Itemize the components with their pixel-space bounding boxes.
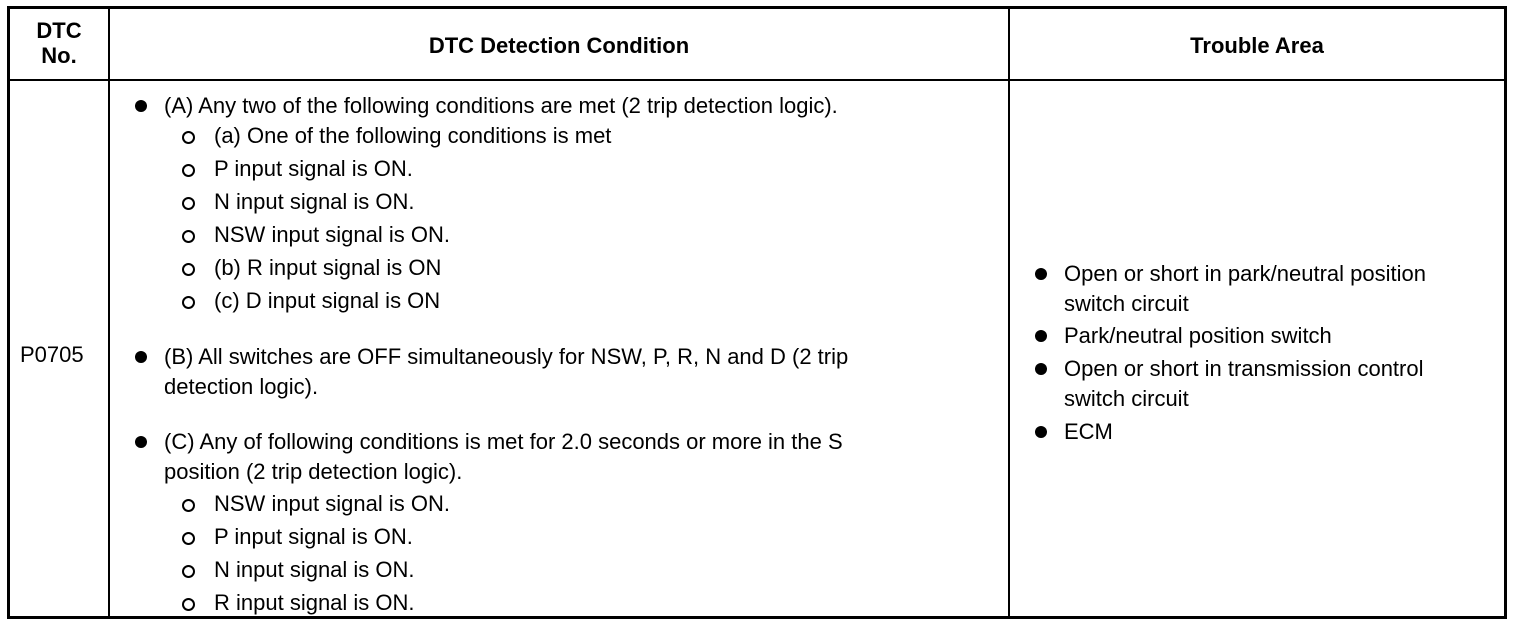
- bullet-icon: [135, 100, 147, 112]
- condition-a-sub-item: P input signal is ON.: [214, 156, 413, 181]
- condition-c-line2: position (2 trip detection logic).: [164, 459, 463, 484]
- sub-bullet-icon: [182, 598, 195, 611]
- condition-c-sub-item: NSW input signal is ON.: [214, 491, 450, 516]
- sub-bullet-icon: [182, 499, 195, 512]
- header-condition: DTC Detection Condition: [428, 33, 690, 58]
- bullet-icon: [1035, 268, 1047, 280]
- condition-a-sub-item: (c) D input signal is ON: [214, 288, 441, 313]
- condition-a-sub-item: NSW input signal is ON.: [214, 222, 450, 247]
- header-dtc-no-line1: DTC: [36, 18, 82, 43]
- trouble-area-1-line1: Open or short in park/neutral position: [1064, 261, 1426, 286]
- condition-c-sub-item: N input signal is ON.: [214, 557, 415, 582]
- header-trouble-area: Trouble Area: [1190, 33, 1324, 58]
- bullet-icon: [1035, 426, 1047, 438]
- trouble-area-3-line2: switch circuit: [1064, 386, 1189, 411]
- condition-b-line1: (B) All switches are OFF simultaneously for NSW, P, R, N and D (2 trip: [164, 344, 849, 369]
- sub-bullet-icon: [182, 230, 195, 243]
- sub-bullet-icon: [182, 296, 195, 309]
- condition-a-text: (A) Any two of the following conditions are met (2 trip detection logic).: [164, 93, 838, 118]
- bullet-icon: [1035, 330, 1047, 342]
- dtc-table: [7, 6, 1507, 619]
- sub-bullet-icon: [182, 263, 195, 276]
- trouble-area-cell: [1010, 81, 1504, 616]
- condition-c-sub-item: R input signal is ON.: [214, 590, 415, 615]
- condition-a-sub-item: (b) R input signal is ON: [214, 255, 442, 280]
- bullet-icon: [135, 351, 147, 363]
- sub-bullet-icon: [182, 131, 195, 144]
- condition-a-sub-item: (a) One of the following conditions is met: [214, 123, 612, 148]
- trouble-area-4: ECM: [1064, 419, 1113, 444]
- header-dtc-no-line2: No.: [41, 43, 77, 68]
- bullet-icon: [135, 436, 147, 448]
- sub-bullet-icon: [182, 164, 195, 177]
- condition-b-line2: detection logic).: [164, 374, 319, 399]
- dtc-code: P0705: [20, 342, 84, 367]
- condition-a-sub-item: N input signal is ON.: [214, 189, 415, 214]
- trouble-area-3-line1: Open or short in transmission control: [1064, 356, 1424, 381]
- condition-cell: [110, 81, 1008, 616]
- trouble-area-1-line2: switch circuit: [1064, 291, 1189, 316]
- condition-c-line1: (C) Any of following conditions is met for 2.0 seconds or more in the S: [164, 429, 843, 454]
- trouble-area-2: Park/neutral position switch: [1064, 323, 1332, 348]
- bullet-icon: [1035, 363, 1047, 375]
- sub-bullet-icon: [182, 197, 195, 210]
- header-dtc-no: [10, 18, 108, 68]
- sub-bullet-icon: [182, 565, 195, 578]
- condition-c-sub-item: P input signal is ON.: [214, 524, 413, 549]
- sub-bullet-icon: [182, 532, 195, 545]
